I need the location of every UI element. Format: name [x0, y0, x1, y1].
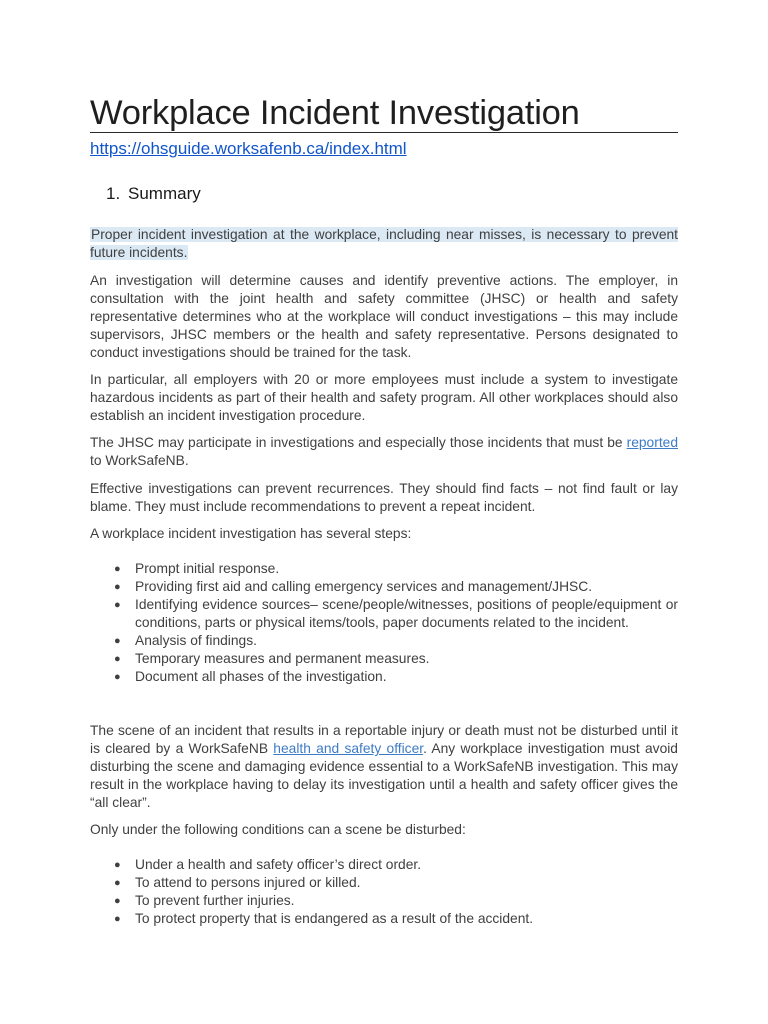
bullet-icon: ●	[114, 653, 121, 665]
list-item	[90, 560, 678, 578]
list-item-text: To prevent further injuries.	[135, 893, 295, 908]
list-item	[90, 650, 678, 668]
list-item	[90, 910, 678, 928]
source-url-link[interactable]: https://ohsguide.worksafenb.ca/index.html	[90, 139, 407, 158]
list-item	[90, 874, 678, 892]
list-item-text: To protect property that is endangered as a result of the accident.	[135, 911, 534, 926]
paragraph-jhsc	[90, 434, 678, 470]
paragraph-causes: An investigation will determine causes and identify preventive actions. The employer, in consultation with the joint health and safety committee (JHSC) or health and safety representative determines who at the workplace will conduct investigations – this may include supervisors, JHSC members or the health and safety representative. Persons designated to conduct investigations should be trained for the task.	[90, 273, 678, 360]
bullet-icon: ●	[114, 859, 121, 871]
list-item	[90, 596, 678, 632]
list-item-text: Document all phases of the investigation.	[135, 669, 387, 684]
highlighted-text: Proper incident investigation at the workplace, including near misses, is necessary to prevent future incidents.	[90, 227, 678, 260]
paragraph-scene	[90, 722, 678, 812]
bullet-icon: ●	[114, 913, 121, 925]
list-item	[90, 892, 678, 910]
steps-list	[90, 560, 678, 686]
section-title: Summary	[128, 184, 201, 203]
bullet-icon: ●	[114, 581, 121, 593]
intro-paragraph	[90, 226, 678, 262]
paragraph-conditions-intro: Only under the following conditions can a scene be disturbed:	[90, 822, 466, 837]
paragraph-steps-intro: A workplace incident investigation has several steps:	[90, 526, 412, 541]
list-item	[90, 668, 678, 686]
paragraph-jhsc-text: The JHSC may participate in investigations and especially those incidents that must be	[90, 435, 627, 450]
title-divider	[90, 132, 678, 133]
bullet-icon: ●	[114, 635, 121, 647]
list-item-text: To attend to persons injured or killed.	[135, 875, 361, 890]
conditions-list	[90, 856, 678, 928]
bullet-icon: ●	[114, 599, 121, 611]
bullet-icon: ●	[114, 671, 121, 683]
section-number: 1.	[106, 184, 121, 203]
list-item-text: Temporary measures and permanent measures.	[135, 651, 430, 666]
section-heading	[106, 183, 201, 205]
reported-link[interactable]: reported	[626, 435, 678, 450]
bullet-icon: ●	[114, 877, 121, 889]
list-item-text: Identifying evidence sources– scene/people/witnesses, positions of people/equipment or conditions, parts or physical items/tools, paper documents related to the incident.	[135, 597, 678, 630]
page-title: Workplace Incident Investigation	[90, 94, 580, 132]
paragraph-effective: Effective investigations can prevent recurrences. They should find facts – not find fault or lay blame. They must include recommendations to prevent a repeat incident.	[90, 481, 678, 514]
list-item	[90, 632, 678, 650]
list-item-text: Under a health and safety officer’s direct order.	[135, 857, 422, 872]
paragraph-scene-text-end: . Any workplace investigation must avoid disturbing the scene and damaging evidence essential to a WorkSafeNB investigation. This may result in the workplace having to delay its investigation until a health and safety officer gives the “all clear”.	[90, 741, 678, 810]
bullet-icon: ●	[114, 563, 121, 575]
list-item	[90, 856, 678, 874]
paragraph-jhsc-text-end: to WorkSafeNB.	[90, 453, 189, 468]
list-item-text: Analysis of findings.	[135, 633, 257, 648]
bullet-icon: ●	[114, 895, 121, 907]
paragraph-employers: In particular, all employers with 20 or more employees must include a system to investigate hazardous incidents as part of their health and safety program. All other workplaces should also establish an incident investigation procedure.	[90, 372, 678, 423]
list-item	[90, 578, 678, 596]
list-item-text: Prompt initial response.	[135, 561, 280, 576]
health-safety-officer-link[interactable]: health and safety officer	[273, 741, 424, 756]
paragraph-scene-text: The scene of an incident that results in a reportable injury or death must not be disturbed until it is cleared by a WorkSafeNB	[90, 723, 678, 756]
list-item-text: Providing first aid and calling emergency services and management/JHSC.	[135, 579, 593, 594]
